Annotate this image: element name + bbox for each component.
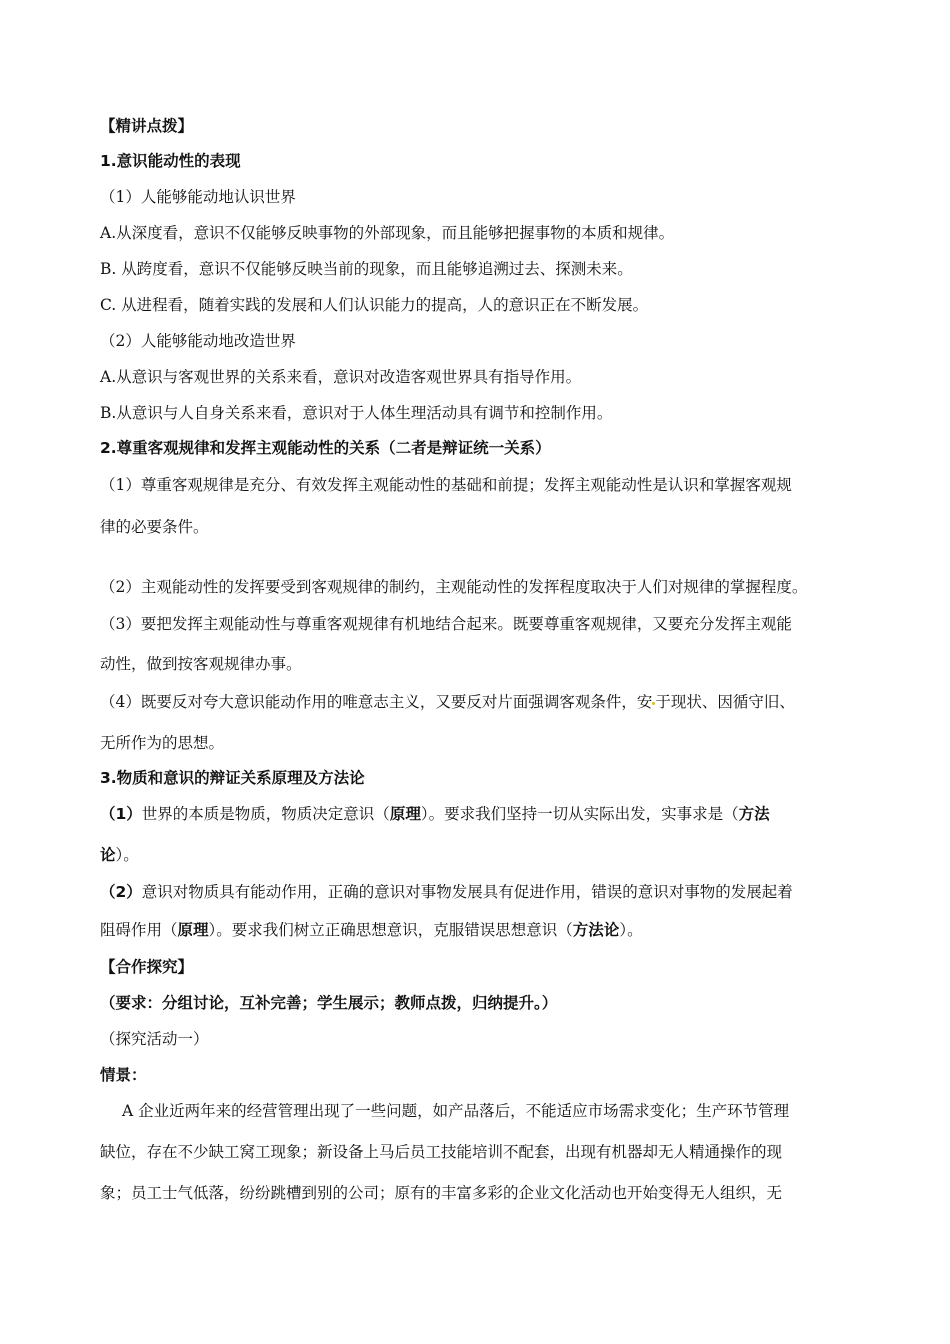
s1-point-2: （2）人能够能动地改造世界	[100, 332, 296, 350]
s2-point-1-line2: 律的必要条件。	[100, 518, 209, 536]
requirement-note: （要求：分组讨论，互补完善；学生展示；教师点拨，归纳提升。）	[100, 994, 558, 1012]
s1-point-2b: B.从意识与人自身关系来看，意识对于人体生理活动具有调节和控制作用。	[100, 404, 613, 422]
s1-point-1: （1）人能够能动地认识世界	[100, 188, 296, 206]
s3-point-1-text2: ）。要求我们坚持一切从实际出发，实事求是（	[420, 805, 739, 823]
section-2-title: 2.尊重客观规律和发挥主观能动性的关系（二者是辩证统一关系）	[100, 439, 551, 457]
s1-point-1c: C. 从进程看，随着实践的发展和人们认识能力的提高，人的意识正在不断发展。	[100, 296, 649, 314]
s2-point-1-line1: （1）尊重客观规律是充分、有效发挥主观能动性的基础和前提；发挥主观能动性是认识和掌握客观规	[100, 476, 792, 494]
s3-point-2-fangfa: 方法论	[572, 921, 620, 939]
s3-point-1-end: ）。	[115, 846, 139, 864]
activity-label: （探究活动一）	[100, 1030, 209, 1048]
s3-point-2-text: 意识对物质具有能动作用，正确的意识对事物发展具有促进作用，错误的意识对事物的发展起着	[141, 883, 793, 901]
s3-point-1-lun: 论	[100, 846, 116, 864]
heading-jingjiang: 【精讲点拨】	[100, 117, 194, 135]
section-3-title: 3.物质和意识的辩证关系原理及方法论	[100, 769, 365, 787]
scenario-line-3: 象；员工士气低落，纷纷跳槽到别的公司；原有的丰富多彩的企业文化活动也开始变得无人组织，无	[100, 1184, 783, 1202]
s1-point-1b: B. 从跨度看，意识不仅能够反映当前的现象，而且能够追溯过去、探测未来。	[100, 260, 633, 278]
s2-point-2: （2）主观能动性的发挥要受到客观规律的制约，主观能动性的发挥程度取决于人们对规律的掌握程度。	[100, 578, 808, 596]
s3-point-2-line1	[100, 882, 860, 902]
s3-point-1-text: 世界的本质是物质，物质决定意识（	[141, 805, 390, 823]
scenario-label: 情景：	[100, 1066, 147, 1084]
s3-point-2-num: （2）	[100, 883, 142, 901]
scenario-line-2: 缺位，存在不少缺工窝工现象；新设备上马后员工技能培训不配套，出现有机器却无人精通操作的现	[100, 1143, 783, 1161]
s3-point-2-end: ）。	[619, 921, 643, 939]
s2-point-4-line2: 无所作为的思想。	[100, 734, 225, 752]
s3-point-2-line2	[100, 920, 860, 940]
s2-point-4-post: 于现状、因循守旧、	[655, 693, 795, 711]
s3-point-2-pre: 阻碍作用（	[100, 921, 178, 939]
s2-point-4-pre: （4）既要反对夸大意识能动作用的唯意志主义，又要反对片面强调客观条件，安	[100, 693, 653, 711]
heading-hezuo: 【合作探究】	[100, 958, 194, 976]
s2-point-3-line2: 动性，做到按客观规律办事。	[100, 655, 302, 673]
s1-point-1a: A.从深度看，意识不仅能够反映事物的外部现象，而且能够把握事物的本质和规律。	[100, 224, 675, 242]
s1-point-2a: A.从意识与客观世界的关系来看，意识对改造客观世界具有指导作用。	[100, 368, 582, 386]
s3-point-1-fangfa: 方法	[738, 805, 770, 823]
s3-point-2-mid: ）。要求我们树立正确思想意识，克服错误思想意识（	[208, 921, 573, 939]
s2-point-4-line1	[100, 692, 860, 712]
scenario-line-1: A 企业近两年来的经营管理出现了一些问题，如产品落后，不能适应市场需求变化；生产环节管理	[122, 1102, 790, 1120]
s2-point-3-line1: （3）要把发挥主观能动性与尊重客观规律有机地结合起来。既要尊重客观规律，又要充分发挥主观能	[100, 615, 792, 633]
s3-point-2-yuanli: 原理	[177, 921, 209, 939]
s3-point-1-line2	[100, 845, 860, 865]
section-1-title: 1.意识能动性的表现	[100, 152, 241, 170]
s3-point-1-line1	[100, 804, 860, 824]
s3-point-1-num: （1）	[100, 805, 142, 823]
s3-point-1-yuanli: 原理	[389, 805, 421, 823]
